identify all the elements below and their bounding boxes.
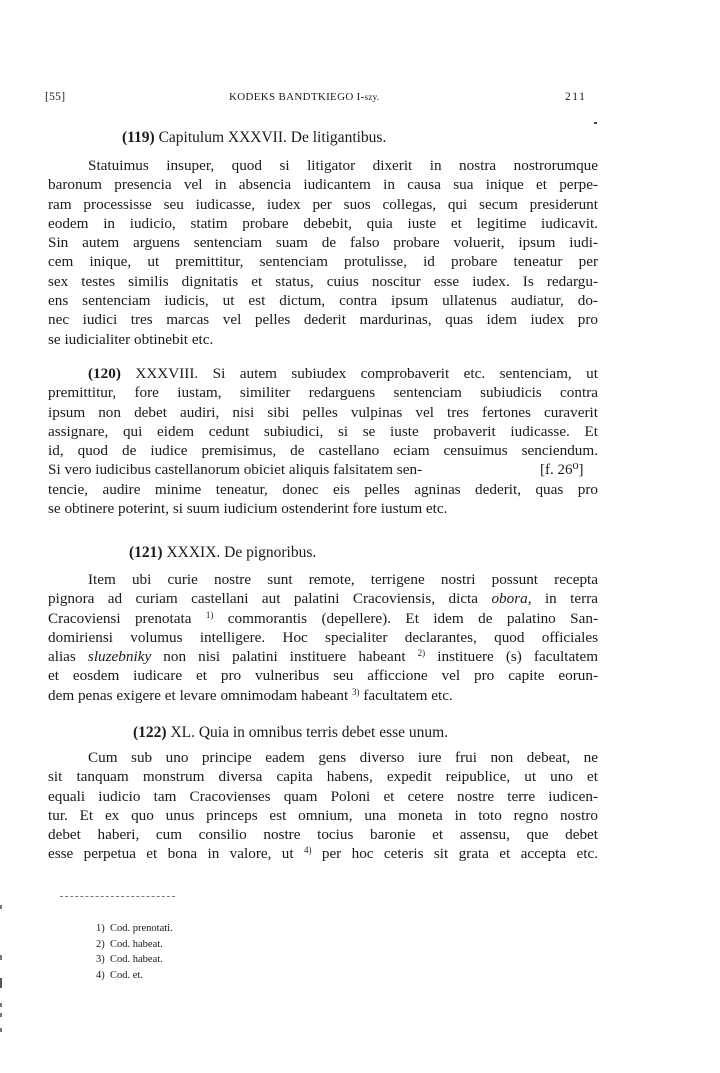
text-fragment: facultatem etc. [359,686,453,704]
text-line [48,686,598,705]
text-fragment: non nisi palatini instituere habeant [151,648,406,666]
paragraph-120 [48,364,598,518]
text-line: baronum presencia vel in absencia iudicantem in causa sua inique et perpe- [48,176,598,194]
footnote-item [96,968,173,984]
text-line: ipsum non debet audiri, nisi sibi pelles vulpinas vel tres fertones curaverit [48,403,598,421]
scan-edge-mark [0,955,2,960]
section-heading-119 [122,129,386,147]
text-line: sit tanquam monstrum diversa capita habens, expedit reipublice, ut uno et [48,768,598,786]
text-fragment: Cracoviensi prenotata [48,609,192,627]
text-fragment: pignora ad curiam castellani aut palatini Cracoviensis, dicta [48,590,479,608]
scan-edge-mark [0,1003,2,1007]
footnote-ref[interactable]: 4) [303,845,312,856]
text-line [48,844,598,863]
paragraph-119 [48,156,598,349]
section-title-121: XXXIX. De pignoribus. [162,544,317,561]
footnote-text: Cod. prenotati. [110,923,173,934]
text-fragment: per hoc ceteris sit grata et accepta etc. [311,845,599,863]
footnote-divider [60,896,175,897]
text-line: Cum sub uno principe eadem gens diverso iure frui non debeat, ne [88,749,598,766]
section-number-121: (121) [129,544,163,561]
scan-edge-mark [0,1013,2,1017]
text-line [48,609,598,628]
section-title-120: XXXVIII. [120,365,199,382]
footnote-ref[interactable]: 2) [417,648,426,659]
text-fragment: , in terra [527,590,598,608]
footnote-item [96,921,173,937]
section-title-119: Capitulum XXXVII. De litigantibus. [154,129,387,146]
footnote-item [96,952,173,968]
text-line: eodem in iudicio, statim probare debebit, quia iuste et legitime iudicavit. [48,214,598,232]
text-line: nec iudici tres marcas vel pelles dederit mardurinas, quas idem iudex pro [48,311,598,329]
scan-edge-mark [0,978,2,988]
text-fragment: Si autem subiudex comprobaverit etc. sentenciam, ut [212,365,598,382]
section-number-122: (122) [133,724,167,741]
text-line: domiriensi volumus intelligere. Hoc specialiter declarantes, quod officiales [48,628,598,646]
text-line: Item ubi curie nostre sunt remote, terrigene nostri possunt recepta [88,571,598,588]
text-fragment: commorantis (depellere). Et idem de palatino San- [213,609,598,627]
footnote-text: Cod. habeat. [110,954,163,966]
italic-term: sluzebniky [87,648,152,666]
text-line: et eosdem iudicare et pro vulneribus seu afficcione vel pro capite eorun- [48,667,598,685]
running-title [229,91,379,103]
text-line: cem inique, ut premittitur, sentenciam protulisse, id probare teneatur per [48,253,598,271]
section-number: [55] [45,91,66,103]
text-line: Si vero iudicibus castellanorum obiciet aliquis falsitatem sen- [48,461,423,479]
footnotes [96,921,173,983]
text-line [48,589,598,608]
text-line: id, quod de iudice premisimus, de castellano eciam censuimus senciendum. [48,442,598,460]
section-title-122: XL. Quia in omnibus terris debet esse unum. [166,724,449,741]
footnote-mark: 4) [96,969,105,981]
footnote-mark: 2) [96,938,105,950]
running-title-main: KODEKS BANDTKIEGO I- [229,91,365,103]
text-line [48,647,598,666]
footnote-mark: 3) [96,954,105,966]
scan-edge-mark [0,1028,2,1032]
text-line: Statuimus insuper, quod si litigator dixerit in nostra nostrorumque [88,157,598,174]
text-line: Sin autem arguens sentenciam suam de falso probare voluerit, ipsum iudi- [48,234,598,252]
footnote-ref[interactable]: 1) [205,609,214,620]
text-line [48,364,598,383]
footnote-item [96,937,173,953]
text-line: tencie, audire minime teneatur, donec eis pelles agninas dederit, quas pro [48,480,598,498]
paragraph-121 [48,570,598,705]
text-line: assignare, qui eidem cedunt subiudici, si se iuste probaverit iudicasse. Et [48,422,598,440]
text-line: premittitur, fore iustam, similiter redarguens sentenciam subiudicis contra [48,384,598,402]
paragraph-122 [48,748,598,864]
footnote-text: Cod. et. [110,969,143,981]
running-title-suffix: szy. [364,92,380,102]
text-line: se obtinere poterint, si suum iudicium ostenderint fore iustum etc. [48,500,448,518]
text-line: tur. Et ex quo unus princeps est omnium, una moneta in toto regno nostro [48,806,598,824]
text-line: sex testes similis dignitatis et status, cuius noscitur esse iudex. Is redargu- [48,272,598,290]
text-line: ens sentenciam iudicis, ut est dictum, contra ipsum ullatenus audiatur, do- [48,292,598,310]
text-fragment: dem penas exigere et levare omnimodam habeant [48,686,349,704]
text-line: equali iudicio tam Cracovienses quam Poloni et cetere nostre terre iudicen- [48,787,598,805]
footnote-text: Cod. habeat. [110,938,163,950]
scan-edge-mark [0,905,2,909]
text-fragment: instituere (s) facultatem [425,648,599,666]
text-line: ram processisse seu iudicasse, iudex per suos collegas, qui secum presiderunt [48,195,598,213]
text-fragment: esse perpetua et bona in valore, ut [48,845,294,863]
text-fragment: alias [48,648,76,666]
text-line: debet haberi, cum consilio nostre tocius baronie et assensu, que debet [48,826,598,844]
footnote-mark: 1) [96,923,105,934]
section-heading-122 [133,724,448,742]
text-line: se iudicialiter obtinebit etc. [48,330,214,348]
folio-marker: [f. 26⁰] [540,462,584,478]
section-number-120: (120) [88,365,121,382]
italic-term: obora [491,590,528,608]
footnote-ref[interactable]: 3) [352,686,360,697]
print-speck [594,122,597,124]
section-heading-121 [129,544,316,562]
section-number-119: (119) [122,129,155,146]
page-number: 211 [565,91,587,103]
running-head [45,91,600,107]
